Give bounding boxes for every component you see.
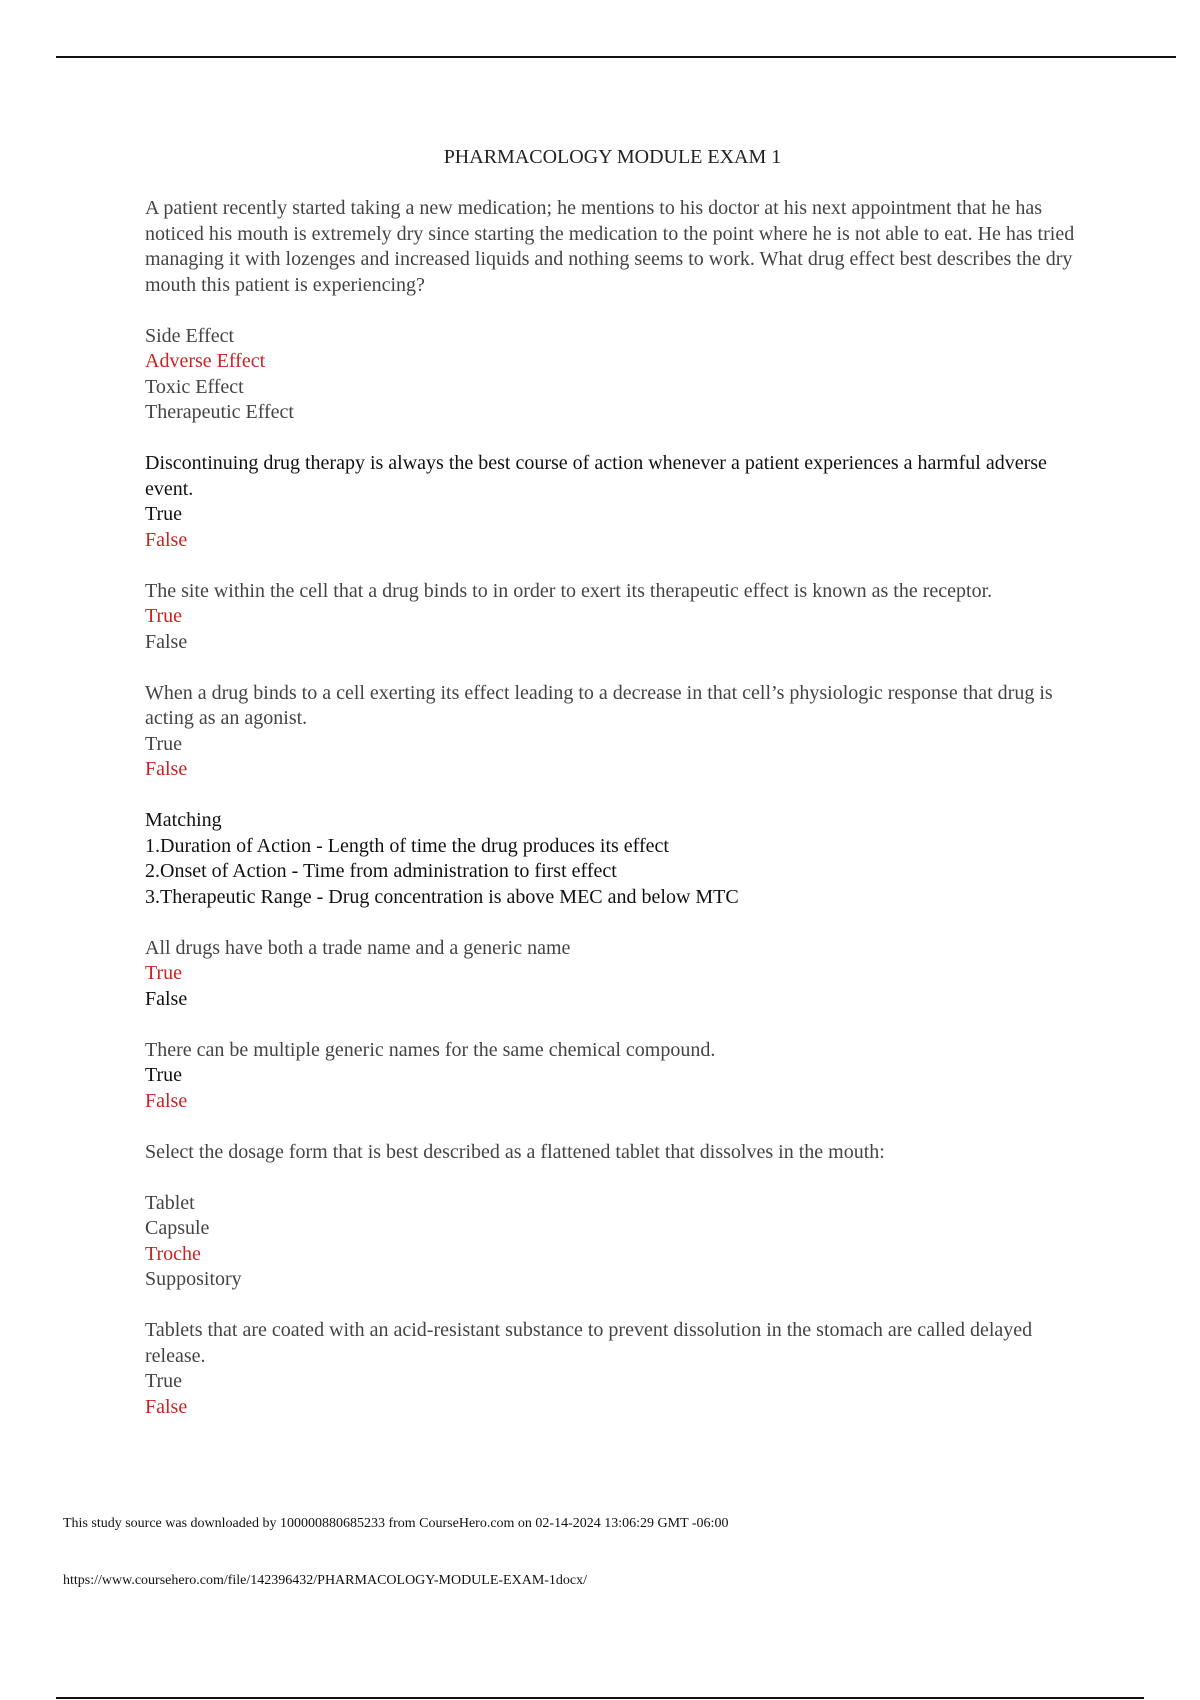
question-text: Select the dosage form that is best described as a flattened tablet that dissolves in the mouth:	[145, 1140, 885, 1163]
matching-item: 3.Therapeutic Range - Drug concentration is above MEC and below MTC	[145, 885, 739, 908]
question-5-matching	[145, 808, 1093, 910]
option-toxic-effect: Toxic Effect	[145, 375, 244, 398]
option-true: True	[145, 1064, 183, 1086]
question-6	[145, 936, 1093, 1013]
question-9	[145, 1318, 1093, 1420]
option-false-correct: False	[145, 528, 188, 551]
exam-body	[145, 196, 1093, 1446]
option-true-correct: True	[145, 962, 183, 984]
option-capsule: Capsule	[145, 1217, 210, 1239]
option-false: False	[145, 630, 188, 653]
option-side-effect: Side Effect	[145, 324, 235, 347]
option-adverse-effect-correct: Adverse Effect	[145, 350, 266, 372]
question-4	[145, 681, 1093, 783]
matching-heading: Matching	[145, 809, 222, 831]
question-text: There can be multiple generic names for the same chemical compound.	[145, 1038, 716, 1061]
option-troche-correct: Troche	[145, 1242, 201, 1265]
option-false-correct: False	[145, 1089, 188, 1112]
question-text: A patient recently started taking a new medication; he mentions to his doctor at his next appointment that he has noticed his mouth is extremely dry since starting the medication to the point where he is not able to eat. He has tried managing it with lozenges and increased liquids and nothing seems to work. What drug effect best describes the dry mouth this patient is experiencing?	[145, 197, 1075, 296]
page-title: PHARMACOLOGY MODULE EXAM 1	[443, 146, 782, 168]
question-2	[145, 451, 1093, 553]
question-text: All drugs have both a trade name and a generic name	[145, 936, 571, 959]
option-true: True	[145, 732, 183, 755]
question-text: Tablets that are coated with an acid-resistant substance to prevent dissolution in the stomach are called delayed release.	[145, 1319, 1033, 1367]
option-false-correct: False	[145, 758, 188, 780]
option-suppository: Suppository	[145, 1268, 242, 1290]
option-false-correct: False	[145, 1395, 188, 1418]
option-tablet: Tablet	[145, 1191, 195, 1214]
top-rule	[56, 56, 1176, 58]
question-text: When a drug binds to a cell exerting its effect leading to a decrease in that cell’s physiologic response that drug is acting as an agonist.	[145, 681, 1053, 729]
option-false: False	[145, 987, 188, 1010]
option-true: True	[145, 503, 183, 525]
question-text: Discontinuing drug therapy is always the best course of action whenever a patient experiences a harmful adverse event.	[145, 452, 1047, 500]
option-therapeutic-effect: Therapeutic Effect	[145, 401, 294, 423]
question-3	[145, 579, 1093, 656]
question-8	[145, 1140, 1093, 1293]
question-7	[145, 1038, 1093, 1115]
matching-item: 1.Duration of Action - Length of time the drug produces its effect	[145, 834, 669, 857]
question-text: The site within the cell that a drug binds to in order to exert its therapeutic effect is known as the receptor.	[145, 579, 993, 602]
matching-item: 2.Onset of Action - Time from administration to first effect	[145, 860, 617, 882]
source-url[interactable]: https://www.coursehero.com/file/142396432/PHARMACOLOGY-MODULE-EXAM-1docx/	[63, 1573, 588, 1588]
bottom-rule	[56, 1697, 1144, 1699]
question-1	[145, 196, 1093, 426]
download-note: This study source was downloaded by 100000880685233 from CourseHero.com on 02-14-2024 13:06:29 GMT -06:00	[63, 1516, 729, 1531]
option-true-correct: True	[145, 605, 183, 627]
option-true: True	[145, 1370, 183, 1392]
